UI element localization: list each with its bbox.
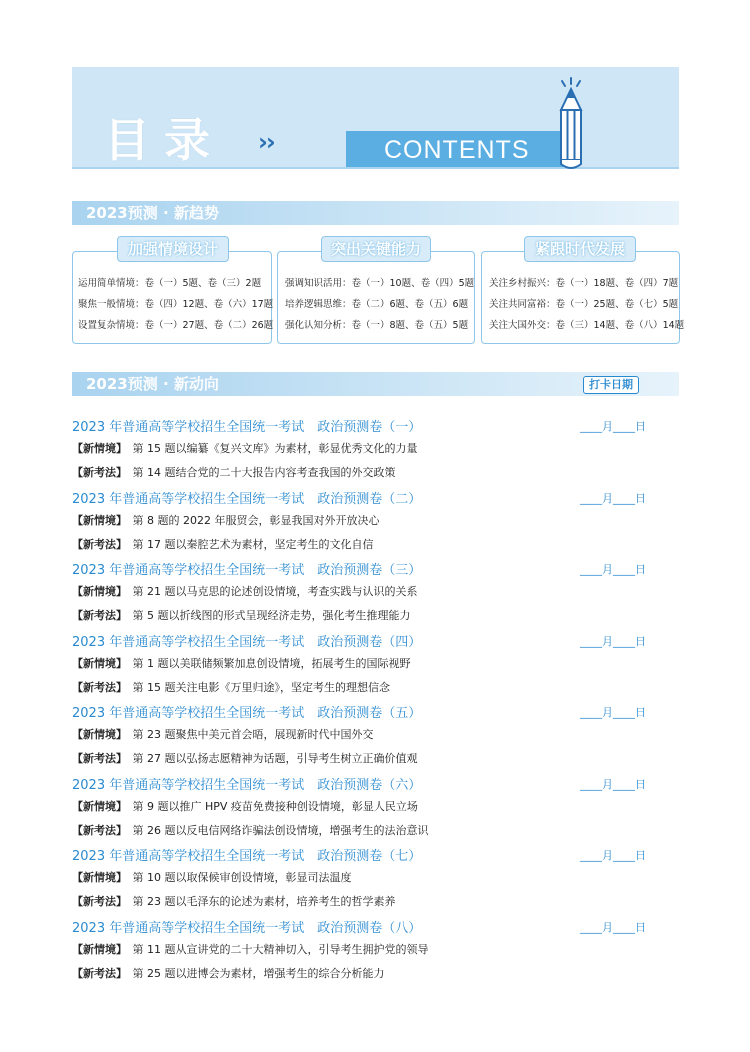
trend-section-title: 2023预测 · 新趋势 xyxy=(86,204,219,222)
page-title: 目录 xyxy=(104,113,224,167)
line-tag: 【新情境】 xyxy=(72,513,122,527)
double-chevron-icon: ›› xyxy=(258,128,274,156)
new-method-line xyxy=(72,893,396,909)
punch-date-label: 打卡日期 xyxy=(583,376,639,394)
new-situation-line xyxy=(72,512,379,528)
new-method-line xyxy=(72,679,390,695)
exam-title: 2023 年普通高等学校招生全国统一考试 政治预测卷（七） xyxy=(72,849,422,864)
new-situation-line xyxy=(72,941,429,957)
contents-label: CONTENTS xyxy=(384,136,530,164)
new-method-line xyxy=(72,822,429,838)
line-text: 第 21 题以马克思的论述创设情境，考查实践与认识的关系 xyxy=(132,585,418,598)
feature-box-era-heading: 紧跟时代发展 xyxy=(524,236,636,262)
date-blank: ____月____日 xyxy=(580,920,646,934)
feature-line: 关注乡村振兴：卷（一）18题、卷（四）7题 xyxy=(489,278,679,289)
line-tag: 【新考法】 xyxy=(72,466,122,479)
feature-line: 关注共同富裕：卷（一）25题、卷（七）5题 xyxy=(489,299,679,310)
new-situation-line xyxy=(72,869,352,885)
exam-title: 2023 年普通高等学校招生全国统一考试 政治预测卷（三） xyxy=(72,563,422,578)
feature-line: 强调知识活用：卷（一）10题、卷（四）5题 xyxy=(285,278,475,289)
exam-title: 2023 年普通高等学校招生全国统一考试 政治预测卷（一） xyxy=(72,420,422,435)
line-text: 第 23 题以毛泽东的论述为素材，培养考生的哲学素养 xyxy=(132,895,396,908)
line-text: 第 17 题以秦腔艺术为素材，坚定考生的文化自信 xyxy=(132,537,374,551)
feature-line: 运用简单情境：卷（一）5题、卷（三）2题 xyxy=(78,278,262,289)
line-tag: 【新情境】 xyxy=(72,442,122,455)
line-tag: 【新考法】 xyxy=(72,609,122,622)
feature-line: 聚焦一般情境：卷（四）12题、卷（六）17题 xyxy=(78,299,274,310)
date-blank: ____月____日 xyxy=(580,420,646,433)
new-situation-line xyxy=(72,798,418,814)
line-tag: 【新考法】 xyxy=(72,823,122,837)
line-text: 第 15 题以编纂《复兴文库》为素材，彰显优秀文化的力量 xyxy=(132,442,418,455)
line-tag: 【新情境】 xyxy=(72,656,122,670)
line-tag: 【新考法】 xyxy=(72,966,122,980)
exam-title: 2023 年普通高等学校招生全国统一考试 政治预测卷（二） xyxy=(72,491,422,507)
new-method-line xyxy=(72,536,374,552)
direction-section-title: 2023预测 · 新动向 xyxy=(86,375,219,393)
feature-line: 关注大国外交：卷（三）14题、卷（八）14题 xyxy=(489,320,685,331)
new-situation-line xyxy=(72,583,418,599)
line-tag: 【新考法】 xyxy=(72,680,122,694)
line-text: 第 15 题关注电影《万里归途》，坚定考生的理想信念 xyxy=(132,680,390,694)
new-situation-line xyxy=(72,440,418,456)
feature-line: 设置复杂情境：卷（一）27题、卷（二）26题 xyxy=(78,320,274,331)
line-text: 第 5 题以折线图的形式呈现经济走势，强化考生推理能力 xyxy=(132,609,411,622)
line-text: 第 14 题结合党的二十大报告内容考查我国的外交政策 xyxy=(132,466,396,479)
line-text: 第 23 题聚焦中美元首会晤，展现新时代中国外交 xyxy=(132,728,374,741)
line-text: 第 27 题以弘扬志愿精神为话题，引导考生树立正确价值观 xyxy=(132,752,418,765)
pencil-icon xyxy=(551,76,591,176)
line-text: 第 10 题以取保候审创设情境，彰显司法温度 xyxy=(132,871,352,884)
line-tag: 【新考法】 xyxy=(72,537,122,551)
new-situation-line xyxy=(72,655,411,671)
line-tag: 【新考法】 xyxy=(72,895,122,908)
exam-title: 2023 年普通高等学校招生全国统一考试 政治预测卷（四） xyxy=(72,634,422,650)
line-tag: 【新情境】 xyxy=(72,728,122,741)
feature-line: 培养逻辑思维：卷（二）6题、卷（五）6题 xyxy=(285,299,469,310)
line-text: 第 26 题以反电信网络诈骗法创设情境，增强考生的法治意识 xyxy=(132,823,429,837)
line-text: 第 8 题的 2022 年服贸会，彰显我国对外开放决心 xyxy=(132,513,380,527)
feature-line: 强化认知分析：卷（一）8题、卷（五）5题 xyxy=(285,320,469,331)
exam-title: 2023 年普通高等学校招生全国统一考试 政治预测卷（五） xyxy=(72,706,422,721)
line-text: 第 25 题以进博会为素材，增强考生的综合分析能力 xyxy=(132,966,385,980)
line-text: 第 11 题从宣讲党的二十大精神切入，引导考生拥护党的领导 xyxy=(132,942,429,956)
line-tag: 【新考法】 xyxy=(72,752,122,765)
line-text: 第 9 题以推广 HPV 疫苗免费接种创设情境，彰显人民立场 xyxy=(132,799,418,813)
trend-section-bar xyxy=(72,201,679,225)
line-text: 第 1 题以美联储频繁加息创设情境，拓展考生的国际视野 xyxy=(132,656,411,670)
date-blank: ____月____日 xyxy=(580,491,646,505)
new-situation-line xyxy=(72,726,374,742)
line-tag: 【新情境】 xyxy=(72,942,122,956)
date-blank: ____月____日 xyxy=(580,706,646,719)
line-tag: 【新情境】 xyxy=(72,585,122,598)
date-blank: ____月____日 xyxy=(580,563,646,576)
exam-title: 2023 年普通高等学校招生全国统一考试 政治预测卷（六） xyxy=(72,777,422,793)
date-blank: ____月____日 xyxy=(580,849,646,862)
new-method-line xyxy=(72,607,411,623)
date-blank: ____月____日 xyxy=(580,634,646,648)
new-method-line xyxy=(72,965,385,981)
date-blank: ____月____日 xyxy=(580,777,646,791)
new-method-line xyxy=(72,750,418,766)
line-tag: 【新情境】 xyxy=(72,871,122,884)
feature-box-ability-heading: 突出关键能力 xyxy=(321,236,431,262)
new-method-line xyxy=(72,464,396,480)
exam-title: 2023 年普通高等学校招生全国统一考试 政治预测卷（八） xyxy=(72,920,422,936)
line-tag: 【新情境】 xyxy=(72,799,122,813)
feature-box-situation-heading: 加强情境设计 xyxy=(117,236,229,262)
